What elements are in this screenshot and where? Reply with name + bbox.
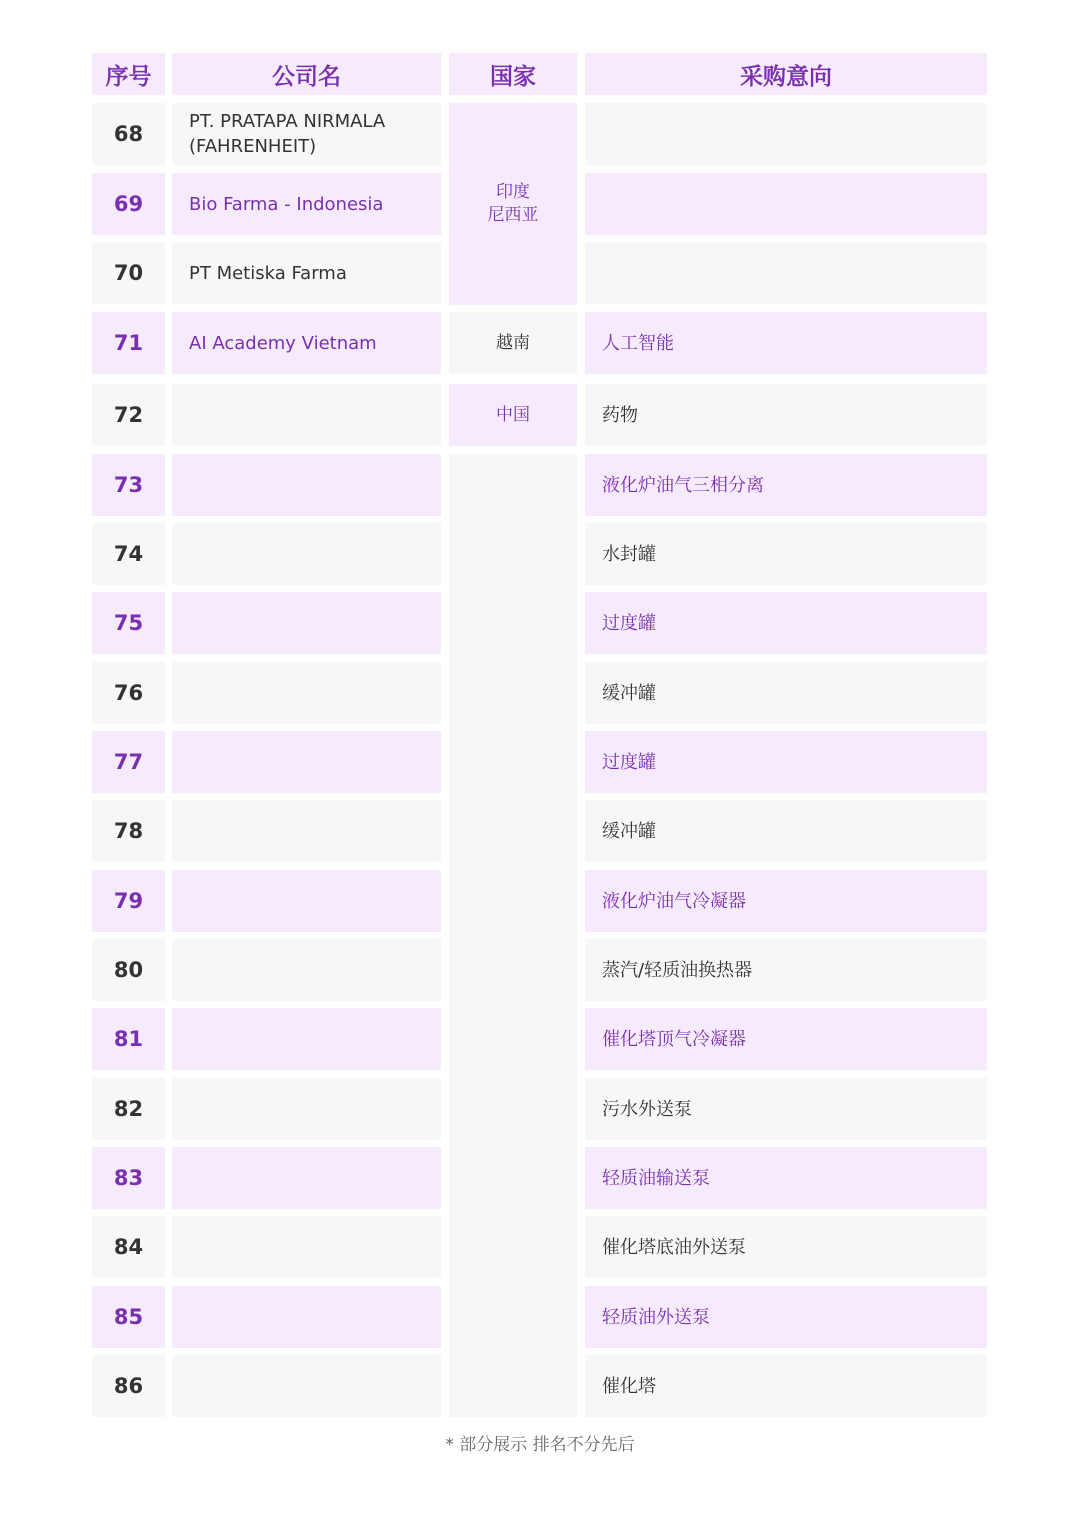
row-number: 75 [92, 592, 165, 654]
country-cell: 越南 [449, 312, 577, 374]
company-name [172, 662, 441, 724]
row-number: 77 [92, 731, 165, 793]
row-number: 84 [92, 1216, 165, 1278]
country-cell: 印度 尼西亚 [449, 103, 577, 305]
company-name [172, 1078, 441, 1140]
company-name [172, 592, 441, 654]
purchase-intent [585, 242, 987, 304]
purchase-intent: 缓冲罐 [585, 800, 987, 862]
company-name: AI Academy Vietnam [172, 312, 441, 374]
row-number: 70 [92, 242, 165, 304]
company-name [172, 800, 441, 862]
purchase-intent: 过度罐 [585, 592, 987, 654]
purchase-intent: 轻质油输送泵 [585, 1147, 987, 1209]
row-number: 79 [92, 870, 165, 932]
row-number: 83 [92, 1147, 165, 1209]
header-country: 国家 [449, 53, 577, 95]
company-name [172, 870, 441, 932]
purchase-intent: 污水外送泵 [585, 1078, 987, 1140]
company-name [172, 384, 441, 446]
row-number: 73 [92, 454, 165, 516]
row-number: 85 [92, 1286, 165, 1348]
company-name: Bio Farma - Indonesia [172, 173, 441, 235]
company-name [172, 1286, 441, 1348]
row-number: 80 [92, 939, 165, 1001]
header-no: 序号 [92, 53, 165, 95]
purchase-intent: 催化塔顶气冷凝器 [585, 1008, 987, 1070]
company-name [172, 454, 441, 516]
row-number: 71 [92, 312, 165, 374]
row-number: 86 [92, 1355, 165, 1417]
company-name [172, 1216, 441, 1278]
purchase-intent: 缓冲罐 [585, 662, 987, 724]
purchase-intent [585, 173, 987, 235]
purchase-intent: 过度罐 [585, 731, 987, 793]
row-number: 69 [92, 173, 165, 235]
purchase-intent: 药物 [585, 384, 987, 446]
row-number: 82 [92, 1078, 165, 1140]
header-company: 公司名 [172, 53, 441, 95]
row-number: 81 [92, 1008, 165, 1070]
header-intent: 采购意向 [585, 53, 987, 95]
country-cell [449, 454, 577, 1417]
purchase-intent: 催化塔 [585, 1355, 987, 1417]
purchase-intent: 蒸汽/轻质油换热器 [585, 939, 987, 1001]
company-name [172, 939, 441, 1001]
company-name [172, 1355, 441, 1417]
purchase-intent: 液化炉油气三相分离 [585, 454, 987, 516]
company-name [172, 1147, 441, 1209]
row-number: 68 [92, 103, 165, 165]
row-number: 78 [92, 800, 165, 862]
row-number: 74 [92, 523, 165, 585]
footnote: * 部分展示 排名不分先后 [445, 1435, 635, 1455]
purchase-intent: 轻质油外送泵 [585, 1286, 987, 1348]
company-name: PT. PRATAPA NIRMALA (FAHRENHEIT) [172, 103, 441, 165]
company-name [172, 731, 441, 793]
country-cell: 中国 [449, 384, 577, 446]
company-name [172, 523, 441, 585]
purchase-intent: 催化塔底油外送泵 [585, 1216, 987, 1278]
row-number: 76 [92, 662, 165, 724]
purchase-intent: 水封罐 [585, 523, 987, 585]
purchase-intent: 液化炉油气冷凝器 [585, 870, 987, 932]
purchase-intent: 人工智能 [585, 312, 987, 374]
purchase-intent [585, 103, 987, 165]
row-number: 72 [92, 384, 165, 446]
company-name: PT Metiska Farma [172, 242, 441, 304]
company-name [172, 1008, 441, 1070]
